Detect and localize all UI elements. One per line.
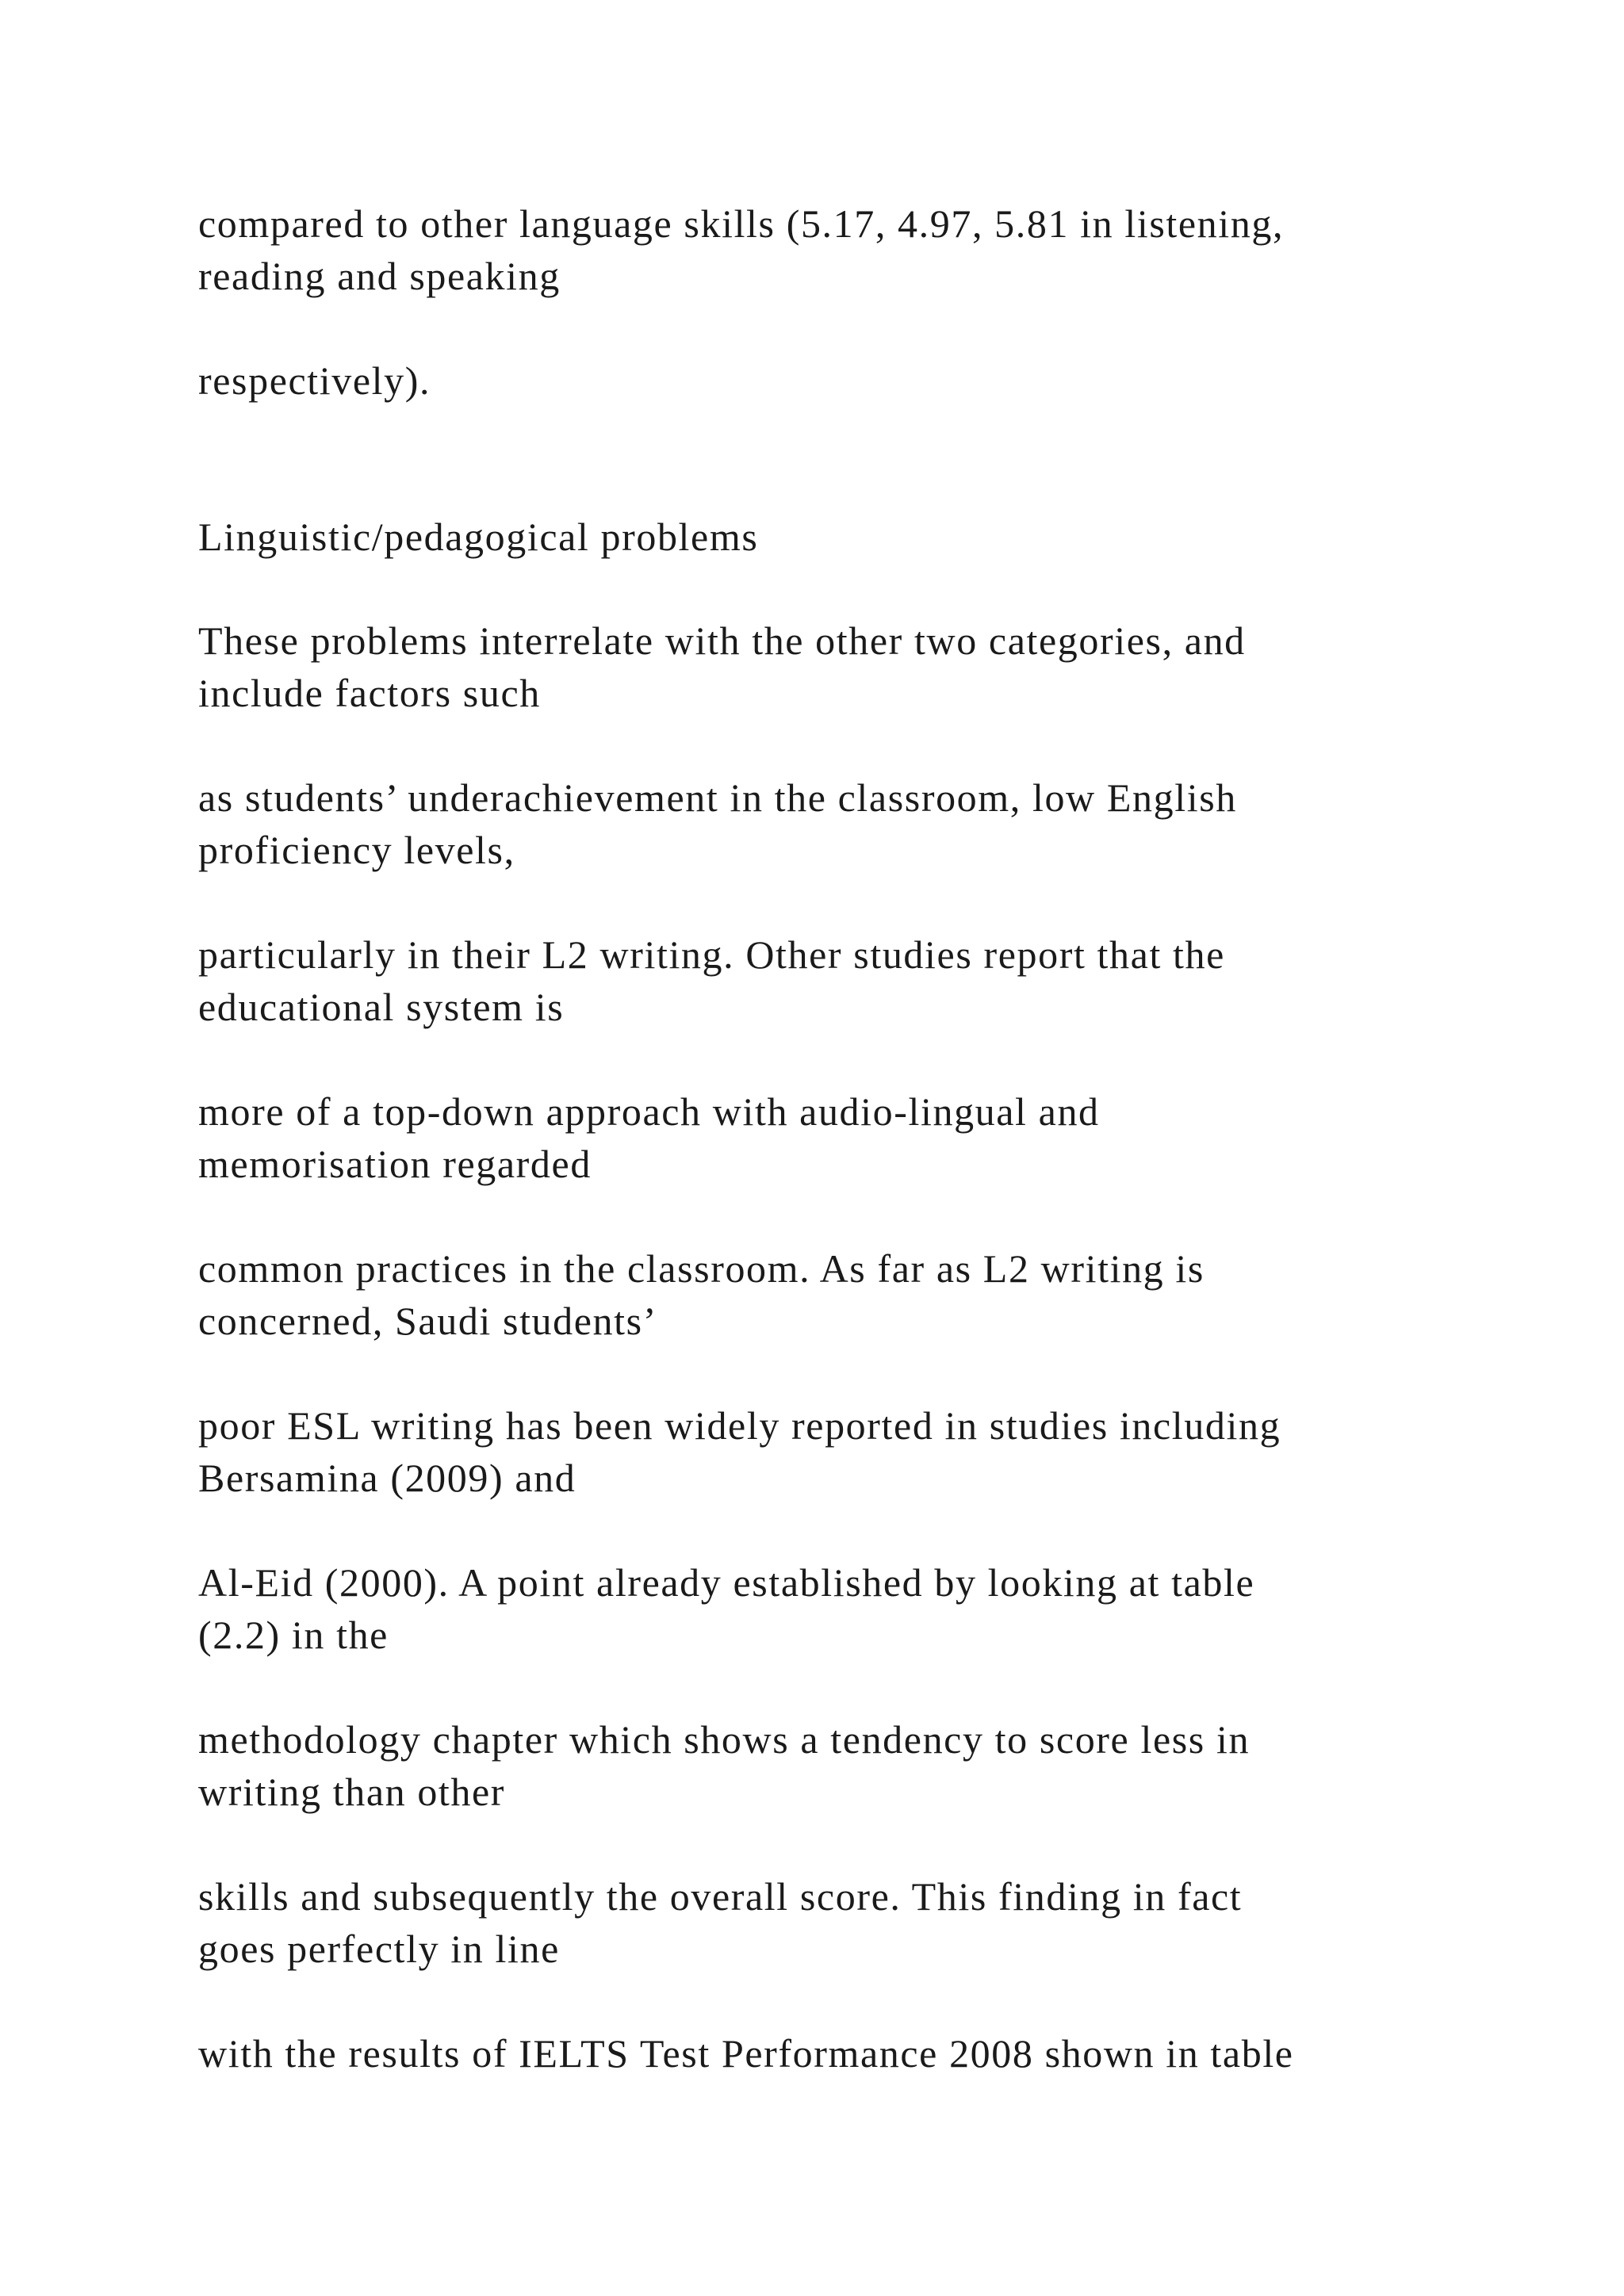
paragraph-text: compared to other language skills (5.17, 4.97, 5.81 in listening, reading and speaking [198, 201, 1285, 298]
paragraph-text: Al-Eid (2000). A point already established by looking at table (2.2) in the [198, 1560, 1255, 1657]
paragraph-text: with the results of IELTS Test Performance 2008 shown in table [198, 2031, 1294, 2076]
paragraph-text: poor ESL writing has been widely reported in studies including Bersamina (2009) and [198, 1403, 1281, 1500]
section-heading: Linguistic/pedagogical problems [198, 515, 759, 559]
paragraph-text: respectively). [198, 358, 431, 403]
paragraph-text: methodology chapter which shows a tendency to score less in writing than other [198, 1717, 1251, 1814]
paragraph-text: as students’ underachievement in the classroom, low English proficiency levels, [198, 775, 1237, 872]
paragraph-text: particularly in their L2 writing. Other studies report that the educational system is [198, 932, 1225, 1029]
paragraph-text: These problems interrelate with the other two categories, and include factors such [198, 618, 1246, 715]
paragraph-text: skills and subsequently the overall score. This finding in fact goes perfectly in line [198, 1874, 1243, 1971]
paragraph-text: more of a top-down approach with audio-lingual and memorisation regarded [198, 1089, 1100, 1186]
paragraph-text: common practices in the classroom. As far as L2 writing is concerned, Saudi students’ [198, 1246, 1205, 1343]
